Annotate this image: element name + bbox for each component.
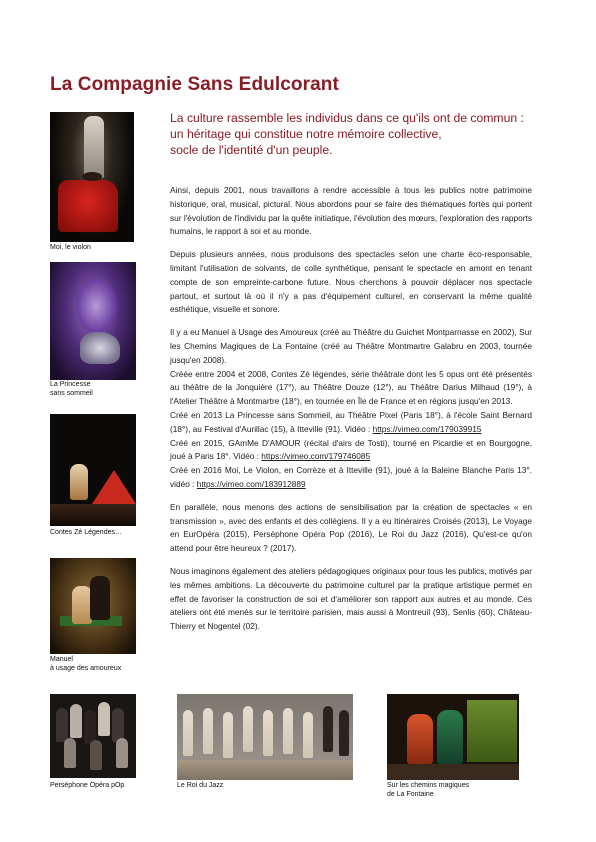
- paragraph-princesse: [170, 409, 532, 437]
- photo-princesse-sans-sommeil: [50, 262, 136, 380]
- page-title: La Compagnie Sans Edulcorant: [50, 74, 339, 95]
- intro-quote: [170, 110, 560, 158]
- paragraph-text: Créé en 2016 Moi, Le Violon, en Corrèze et à Itteville (91), joué à la Baleine Blanche Paris 13°. vidéo :: [170, 465, 532, 489]
- caption-line: La Princesse: [50, 381, 91, 388]
- caption-princesse-sans-sommeil: [50, 381, 93, 398]
- photo-contes-ze-legendes: [50, 414, 136, 526]
- body-text: [170, 184, 532, 643]
- vimeo-link[interactable]: https://vimeo.com/179039915: [372, 423, 482, 434]
- photo-manuel-amoureux: [50, 558, 136, 654]
- paragraph-ateliers: Nous imaginons également des ateliers pédagogiques originaux pour tous les publics, motivés par les mêmes ambitions. La découverte du patrimoine culturel par la pratique artistique permet en effet de favoriser la construction de soi et d'améliorer son rapport aux autres et au monde. Ces ateliers ont été menés sur le territoire parisien, mais aussi à Montreuil (93), Senlis (60), Château-Thierry et Nogentel (02).: [170, 565, 532, 632]
- paragraph-eco: Depuis plusieurs années, nous produisons des spectacles selon une charte éco-responsable, limitant l'utilisation de solvants, de colle synthétique, pensant le spectacle en amont en tenant compte de son empreinte-carbone future. Nous cherchons à pouvoir déplacer nos spectacle partout, et surtout là où il n'y a pas d'équipement culturel, en conservant la même qualité esthétique, visuelle et sonore.: [170, 249, 532, 315]
- caption-roi-du-jazz: Le Roi du Jazz: [177, 782, 224, 789]
- paragraph-text: Créé en 2013 La Princesse sans Sommeil, au Théâtre Pixel (Paris 18°), à l'école Saint Bernard (18°), au Festival d'Aurillac (15), à Itteville (91). Vidéo :: [170, 409, 532, 434]
- caption-moi-le-violon: Moi, le violon: [50, 244, 91, 251]
- paragraph-text: Créé en 2015, GAmMe D'AMOUR (récital d'airs de Tosti), tourné en Picardie et en Bourgogne, joué à Paris 18°. Vidéo :: [170, 437, 532, 462]
- photo-chemins-magiques: [387, 694, 519, 780]
- paragraph-violon: [170, 464, 532, 492]
- paragraph-gamme: [170, 437, 532, 465]
- photo-persephone: [50, 694, 136, 778]
- intro-line: un héritage qui constitue notre mémoire collective,: [170, 127, 442, 141]
- vimeo-link[interactable]: https://vimeo.com/183912889: [196, 478, 306, 489]
- caption-chemins-magiques: [387, 782, 469, 799]
- paragraph-past-shows: Il y a eu Manuel à Usage des Amoureux (créé au Théâtre du Guichet Montparnasse en 2002), Sur les Chemins Magiques de La Fontaine (créé au Théâtre Montmartre Galabru en 2003, tournée jusqu'en 2008).: [170, 327, 532, 365]
- paragraph-history: Ainsi, depuis 2001, nous travaillons à rendre accessible à tous les publics notre patrimoine historique, oral, musical, pictural. Nous abordons pour se faire des thématiques fortes qui portent sur l'évolution de l'individu par la quête initiatique, l'évolution des mœurs, l'exploration des rapports humains, le rapport à soi et au monde.: [170, 185, 532, 237]
- caption-persephone: Perséphone Opéra pOp: [50, 782, 125, 789]
- caption-line: Sur les chemins magiques: [387, 782, 470, 789]
- paragraph-transmission: En parallèle, nous menons des actions de sensibilisation par la création de spectacles « en transmission », avec des enfants et des collégiens. Il y a eu Itinéraires Croisés (2013), Le Voyage en EurOpéra (2015), Perséphone Opéra Pop (2016), Le Roi du Jazz (2016), Qu'est-ce qu'on attend pour être heureux ? (2017).: [170, 501, 532, 554]
- photo-roi-du-jazz: [177, 694, 353, 780]
- caption-contes-ze-legendes: Contes Zé Légendes…: [50, 529, 122, 536]
- caption-manuel-amoureux: [50, 656, 121, 673]
- intro-line: La culture rassemble les individus dans ce qu'ils ont de commun :: [170, 111, 524, 125]
- caption-line: à usage des amoureux: [50, 664, 122, 672]
- caption-line: sans sommeil: [50, 389, 93, 397]
- caption-line: de La Fontaine: [387, 790, 434, 798]
- paragraph-contes: Créée entre 2004 et 2008, Contes Zé légendes, série théâtrale dont les 5 opus ont été présentés au théâtre de la Jonquière (17°), au Théâtre Douze (12°), au Théâtre Darius Milhaud (19°), à l'Atelier Théâtre à Montmartre (18°), en tournée en Île de France et en régions jusqu'en 2013.: [170, 368, 532, 407]
- caption-line: Manuel: [50, 656, 73, 663]
- intro-line: socle de l'identité d'un peuple.: [170, 143, 333, 157]
- vimeo-link[interactable]: https://vimeo.com/179746085: [261, 451, 371, 462]
- photo-moi-le-violon: [50, 112, 134, 242]
